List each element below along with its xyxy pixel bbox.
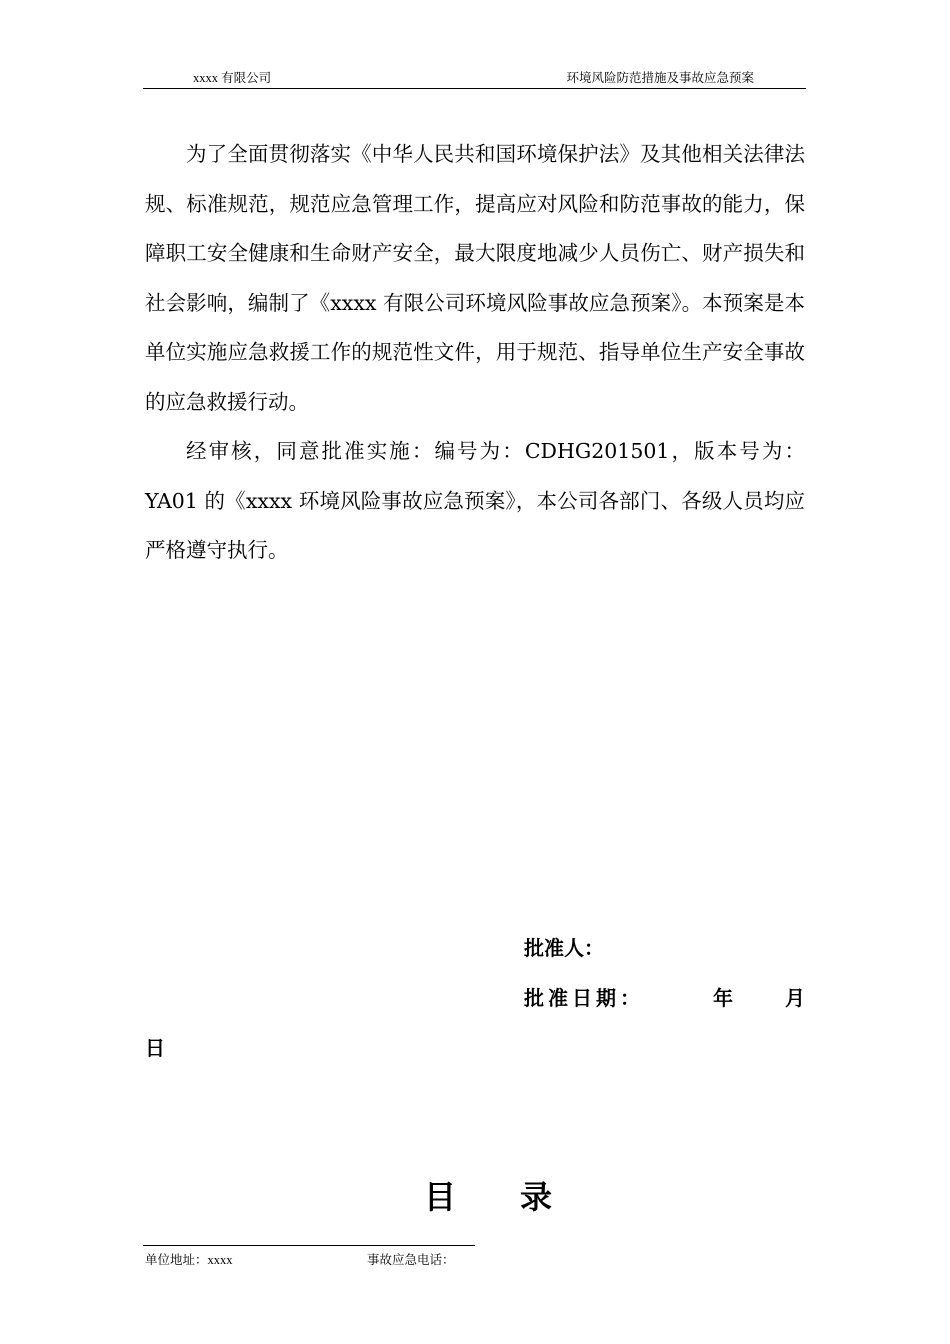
header-company: xxxx 有限公司 [193, 71, 272, 85]
approval-date [524, 978, 806, 1018]
toc-title: 目录 [424, 1178, 617, 1216]
approval-month-label: 月 [785, 986, 805, 1010]
approval-date-label: 批准日期： [524, 986, 644, 1010]
header-document-title: 环境风险防范措施及事故应急预案 [566, 71, 754, 85]
footer-emergency-phone: 事故应急电话： [367, 1253, 455, 1267]
approval-year-label: 年 [713, 986, 733, 1010]
paragraph-approval: 经审核，同意批准实施：编号为：CDHG201501，版本号为：YA01 的《xxxx 环境风险事故应急预案》，本公司各部门、各级人员均应严格遵守执行。 [145, 439, 805, 562]
footer-address: 单位地址：xxxx [145, 1253, 233, 1267]
body-text [145, 130, 805, 576]
page-footer [143, 1245, 475, 1268]
approver-label: 批准人： [524, 936, 604, 960]
page-header [143, 66, 806, 89]
paragraph-intro: 为了全面贯彻落实《中华人民共和国环境保护法》及其他相关法律法规、标准规范，规范应急管理工作，提高应对风险和防范事故的能力，保障职工安全健康和生命财产安全，最大限度地减少人员伤亡、财产损失和社会影响，编制了《xxxx 有限公司环境风险事故应急预案》。本预案是本单位实施应急救援工作的规范性文件，用于规范、指导单位生产安全事故的应急救援行动。 [145, 142, 805, 414]
approval-day-label: 日 [145, 1036, 165, 1060]
